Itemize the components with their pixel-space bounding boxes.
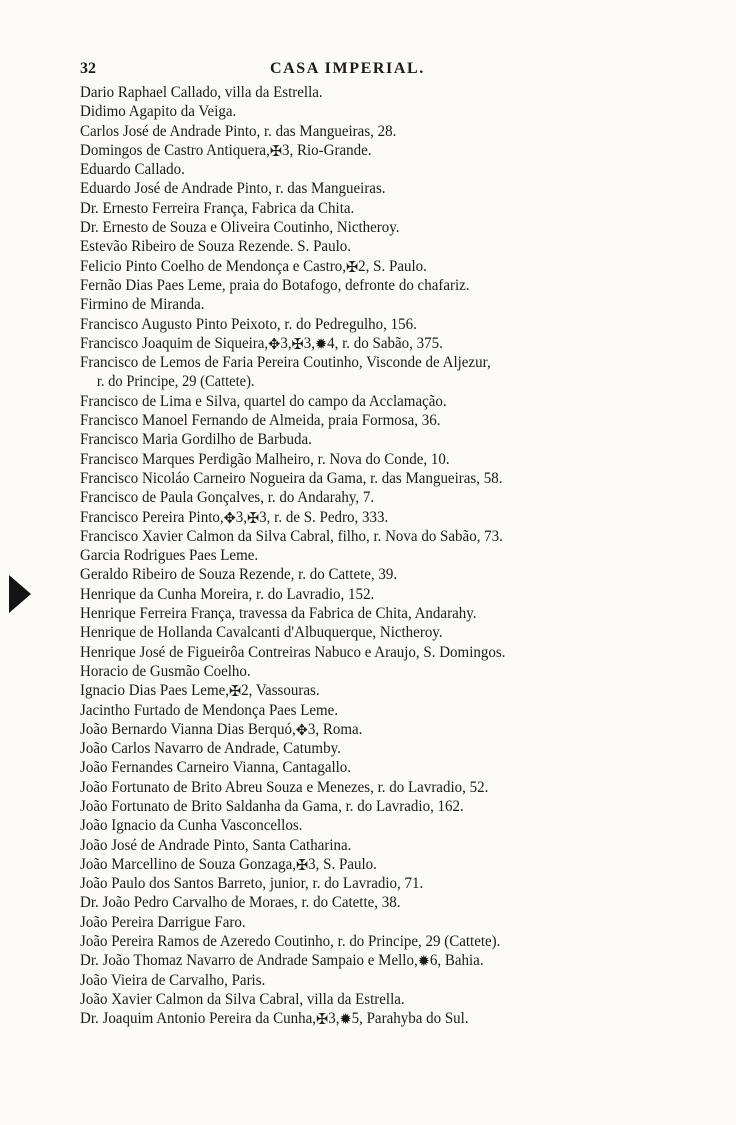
entry-line (80, 778, 660, 797)
entry-text: Fernão Dias Paes Leme, praia do Botafogo, defronte do chafariz. (80, 276, 470, 294)
cross-order-icon: ✠ (269, 143, 282, 160)
cross-order-icon: ✠ (316, 1012, 329, 1029)
cross-order-icon: ✠ (229, 684, 242, 701)
entry-text: Francisco Pereira Pinto, (80, 508, 224, 526)
entry-text: Francisco Augusto Pinto Peixoto, r. do Pedregulho, 156. (80, 315, 417, 333)
entry-text: 3, (235, 508, 248, 526)
entry-line (80, 527, 660, 546)
entry-line (80, 218, 660, 237)
entry-line (80, 951, 660, 970)
entry-text: João Paulo dos Santos Barreto, junior, r. do Lavradio, 71. (80, 875, 424, 893)
entry-text: 2, Vassouras. (241, 682, 320, 700)
entry-text: 5, Parahyba do Sul. (351, 1010, 469, 1028)
entry-text: r. do Principe, 29 (Cattete). (96, 373, 255, 391)
entry-text: João José de Andrade Pinto, Santa Catharina. (80, 836, 352, 854)
entry-text: Francisco Maria Gordilho de Barbuda. (80, 431, 312, 449)
entry-text: Domingos de Castro Antiquera, (80, 141, 270, 159)
entry-line (80, 199, 660, 218)
entry-line (80, 874, 660, 893)
entry-text: João Pereira Darrigue Faro. (80, 913, 246, 931)
entry-line (80, 893, 660, 912)
entry-line (80, 681, 660, 700)
entry-text: Horacio de Gusmão Coelho. (80, 662, 251, 680)
entry-text: 6, Bahia. (429, 952, 484, 970)
entry-text: Francisco de Lima e Silva, quartel do campo da Acclamação. (80, 392, 447, 410)
star-order-icon: ✹ (417, 954, 430, 971)
entry-line (80, 797, 660, 816)
entry-line (80, 913, 660, 932)
entry-text: João Marcellino de Souza Gonzaga, (80, 855, 297, 873)
entry-line (80, 971, 660, 990)
entry-text: 3, (328, 1010, 340, 1028)
entry-line (80, 604, 660, 623)
entry-text: 3, (280, 334, 292, 352)
entry-line (80, 932, 660, 951)
entry-text: Francisco Manoel Fernando de Almeida, praia Formosa, 36. (80, 412, 441, 430)
entry-text: Francisco Marques Perdigão Malheiro, r. Nova do Conde, 10. (80, 450, 450, 468)
entry-line (80, 122, 660, 141)
entry-list (80, 83, 680, 1029)
entry-text: João Fortunato de Brito Saldanha da Gama, r. do Lavradio, 162. (80, 797, 464, 815)
entry-line (80, 411, 660, 430)
entry-text: João Xavier Calmon da Silva Cabral, villa da Estrella. (80, 990, 405, 1008)
entry-line (80, 141, 660, 160)
cross-order-icon: ✠ (247, 510, 260, 527)
entry-text: João Vieira de Carvalho, Paris. (80, 971, 266, 989)
entry-line (80, 257, 660, 276)
entry-text: Geraldo Ribeiro de Souza Rezende, r. do Cattete, 39. (80, 566, 398, 584)
entry-text: 4, r. do Sabão, 375. (327, 334, 443, 352)
entry-text: Dr. João Thomaz Navarro de Andrade Sampaio e Mello, (80, 952, 418, 970)
entry-text: Dr. João Pedro Carvalho de Moraes, r. do Catette, 38. (80, 894, 401, 912)
entry-text: Felicio Pinto Coelho de Mendonça e Castro, (80, 257, 347, 275)
entry-text: Francisco de Lemos de Faria Pereira Coutinho, Visconde de Aljezur, (80, 354, 491, 372)
rose-order-icon: ✥ (223, 510, 236, 527)
entry-line (80, 585, 660, 604)
entry-text: Eduardo Callado. (80, 161, 185, 179)
entry-text: Henrique José de Figueirôa Contreiras Nabuco e Araujo, S. Domingos. (80, 643, 506, 661)
entry-line (80, 488, 660, 507)
entry-line (80, 508, 660, 527)
entry-text: 3, Rio-Grande. (281, 141, 372, 159)
entry-line (80, 372, 642, 391)
entry-text: Dr. Ernesto de Souza e Oliveira Coutinho, Nictheroy. (80, 219, 400, 237)
entry-line (80, 160, 660, 179)
entry-text: 3, S. Paulo. (308, 855, 377, 873)
entry-text: Carlos José de Andrade Pinto, r. das Mangueiras, 28. (80, 122, 397, 140)
entry-text: 3, r. de S. Pedro, 333. (259, 508, 389, 526)
entry-line (80, 469, 660, 488)
entry-text: Francisco Joaquim de Siqueira, (80, 334, 269, 352)
star-order-icon: ✹ (339, 1012, 352, 1029)
page-number: 32 (80, 60, 96, 77)
cross-order-icon: ✠ (346, 259, 359, 276)
cross-order-icon: ✠ (296, 857, 309, 874)
entry-text: João Carlos Navarro de Andrade, Catumby. (80, 740, 341, 758)
cross-order-icon: ✠ (291, 336, 304, 353)
entry-line (80, 83, 660, 102)
running-title: CASA IMPERIAL. (270, 60, 425, 77)
entry-text: Garcia Rodrigues Paes Leme. (80, 547, 259, 565)
entry-line (80, 990, 660, 1009)
entry-text: Francisco Nicoláo Carneiro Nogueira da Gama, r. das Mangueiras, 58. (80, 469, 503, 487)
entry-line (80, 315, 660, 334)
entry-text: João Fernandes Carneiro Vianna, Cantagallo. (80, 759, 352, 777)
page-header (80, 60, 460, 82)
entry-line (80, 102, 660, 121)
entry-line (80, 836, 660, 855)
entry-text: Jacintho Furtado de Mendonça Paes Leme. (80, 701, 339, 719)
entry-text: Henrique da Cunha Moreira, r. do Lavradio, 152. (80, 585, 375, 603)
entry-line (80, 334, 660, 353)
entry-line (80, 430, 660, 449)
entry-line (80, 1009, 660, 1028)
entry-text: Dr. Ernesto Ferreira França, Fabrica da Chita. (80, 199, 355, 217)
entry-text: João Ignacio da Cunha Vasconcellos. (80, 817, 303, 835)
entry-line (80, 758, 660, 777)
entry-text: 3, (303, 334, 315, 352)
entry-line (80, 701, 660, 720)
entry-text: João Bernardo Vianna Dias Berquó, (80, 720, 296, 738)
entry-line (80, 739, 660, 758)
entry-line (80, 662, 660, 681)
entry-text: Didimo Agapito da Veiga. (80, 103, 237, 121)
entry-line (80, 353, 660, 372)
entry-line (80, 855, 660, 874)
entry-line (80, 720, 660, 739)
margin-tab-mark (9, 575, 31, 613)
entry-text: João Pereira Ramos de Azeredo Coutinho, r. do Principe, 29 (Cattete). (80, 933, 501, 951)
entry-text: Ignacio Dias Paes Leme, (80, 682, 230, 700)
entry-line (80, 450, 660, 469)
entry-text: Dr. Joaquim Antonio Pereira da Cunha, (80, 1010, 317, 1028)
rose-order-icon: ✥ (295, 722, 308, 739)
entry-text: Firmino de Miranda. (80, 296, 205, 314)
entry-text: 2, S. Paulo. (358, 257, 427, 275)
entry-text: João Fortunato de Brito Abreu Souza e Menezes, r. do Lavradio, 52. (80, 778, 489, 796)
star-order-icon: ✹ (314, 336, 328, 353)
entry-text: Francisco Xavier Calmon da Silva Cabral, filho, r. Nova do Sabão, 73. (80, 527, 503, 545)
entry-line (80, 565, 660, 584)
entry-line (80, 623, 660, 642)
entry-text: Dario Raphael Callado, villa da Estrella. (80, 84, 323, 101)
entry-line (80, 546, 660, 565)
entry-line (80, 237, 660, 256)
entry-text: Eduardo José de Andrade Pinto, r. das Mangueiras. (80, 180, 386, 198)
entry-line (80, 295, 660, 314)
entry-text: Francisco de Paula Gonçalves, r. do Andarahy, 7. (80, 489, 375, 507)
entry-line (80, 392, 660, 411)
entry-text: Henrique de Hollanda Cavalcanti d'Albuquerque, Nictheroy. (80, 624, 443, 642)
entry-line (80, 179, 660, 198)
entry-line (80, 816, 660, 835)
rose-order-icon: ✥ (268, 336, 281, 353)
entry-text: Henrique Ferreira França, travessa da Fabrica de Chita, Andarahy. (80, 605, 477, 623)
entry-text: 3, Roma. (307, 720, 363, 738)
entry-line (80, 276, 660, 295)
entry-line (80, 643, 660, 662)
entry-text: Estevão Ribeiro de Souza Rezende. S. Paulo. (80, 238, 351, 256)
